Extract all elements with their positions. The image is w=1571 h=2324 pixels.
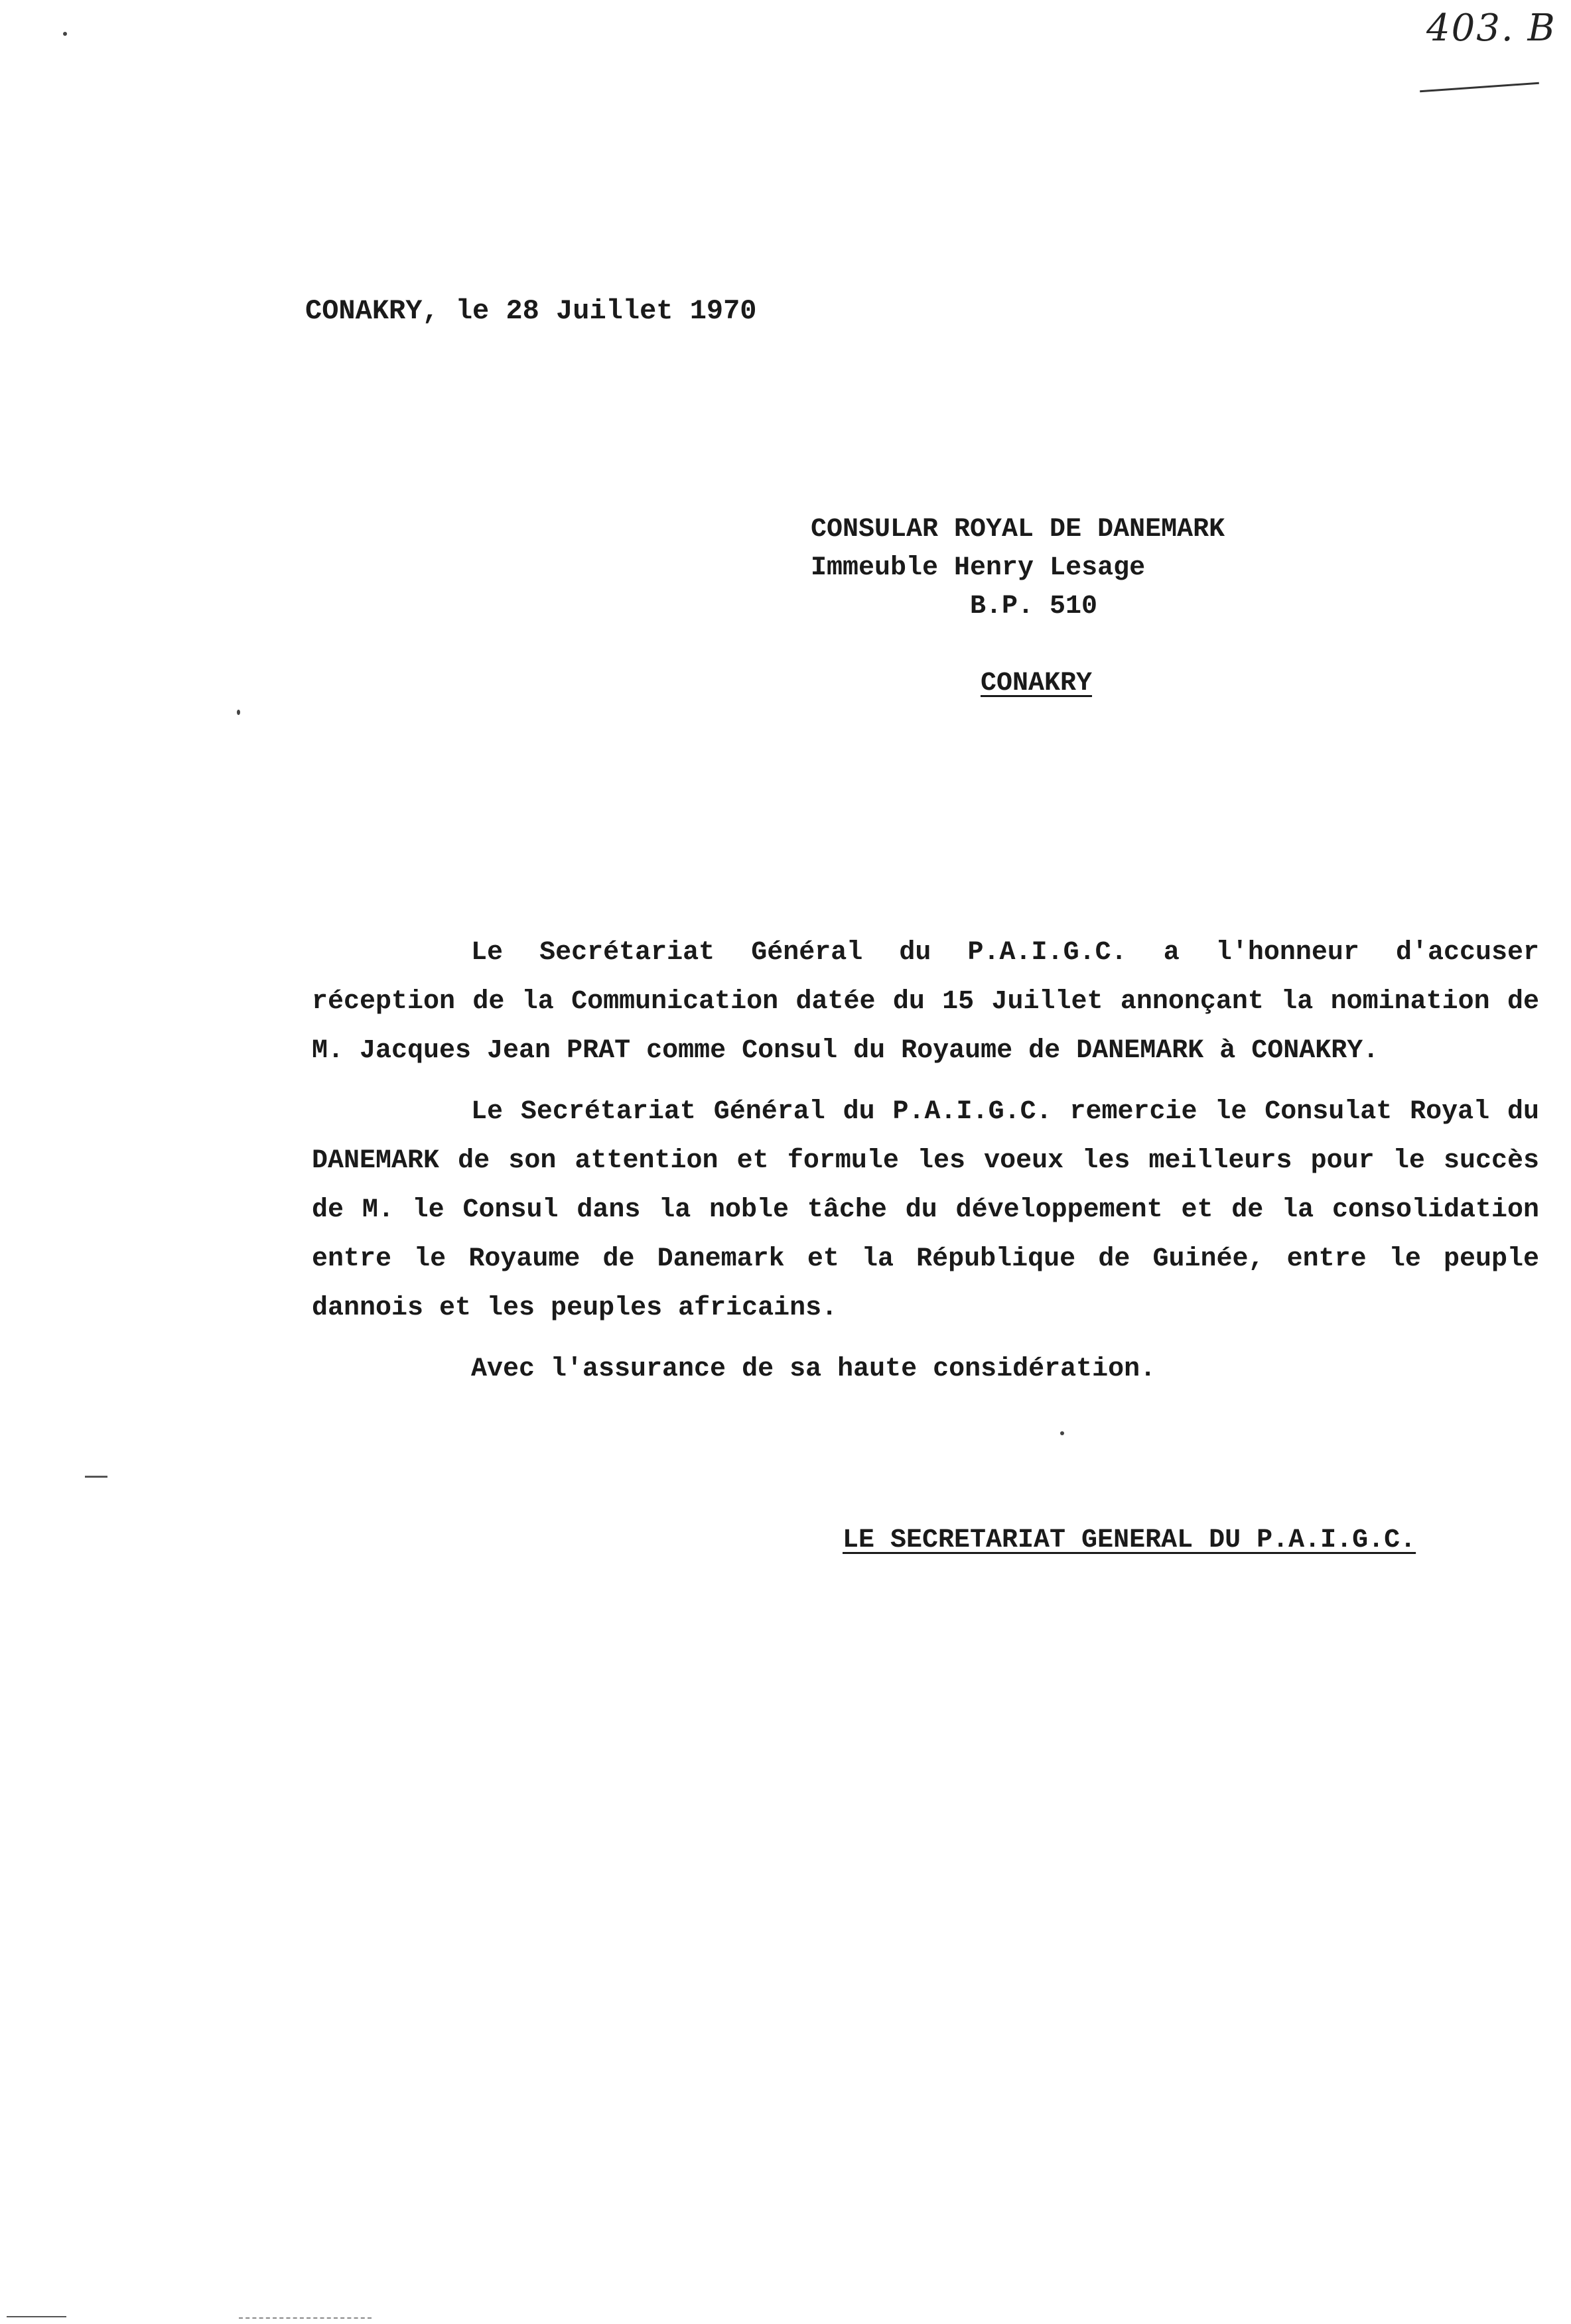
addressee-line-3: B.P. 510 bbox=[970, 592, 1098, 621]
scan-mark bbox=[239, 2317, 372, 2319]
scan-speck bbox=[1060, 1431, 1064, 1435]
dateline: CONAKRY, le 28 Juillet 1970 bbox=[305, 295, 757, 327]
scan-mark bbox=[7, 2316, 66, 2317]
addressee-city: CONAKRY bbox=[981, 669, 1093, 698]
addressee-block bbox=[811, 511, 1225, 703]
addressee-line-1: CONSULAR ROYAL DE DANEMARK bbox=[811, 515, 1225, 545]
body-paragraph-3: Avec l'assurance de sa haute considération. bbox=[471, 1354, 1156, 1384]
archive-reference-underline bbox=[1420, 82, 1539, 93]
body-paragraph-1: Le Secrétariat Général du P.A.I.G.C. a l'honneur d'accuser réception de la Communication datée du 15 Juillet annonçant la nomination de M. Jacques Jean PRAT comme Consul du Royaume de DANEMARK à CONAKRY. bbox=[312, 938, 1539, 1066]
letter-body bbox=[312, 929, 1539, 1394]
signature-line: LE SECRETARIAT GENERAL DU P.A.I.G.C. bbox=[843, 1525, 1416, 1555]
scan-speck bbox=[63, 32, 67, 36]
archive-reference: 403. B bbox=[1426, 7, 1556, 50]
scan-speck bbox=[237, 710, 240, 715]
body-paragraph-2: Le Secrétariat Général du P.A.I.G.C. remercie le Consulat Royal du DANEMARK de son attention et formule les voeux les meilleurs pour le succès de M. le Consul dans la noble tâche du développement et de la consolidation entre le Royaume de Danemark et la République de Guinée, entre le peuple dannois et les peuples africains. bbox=[312, 1097, 1539, 1323]
addressee-line-2: Immeuble Henry Lesage bbox=[811, 553, 1146, 583]
scan-mark bbox=[85, 1476, 107, 1478]
